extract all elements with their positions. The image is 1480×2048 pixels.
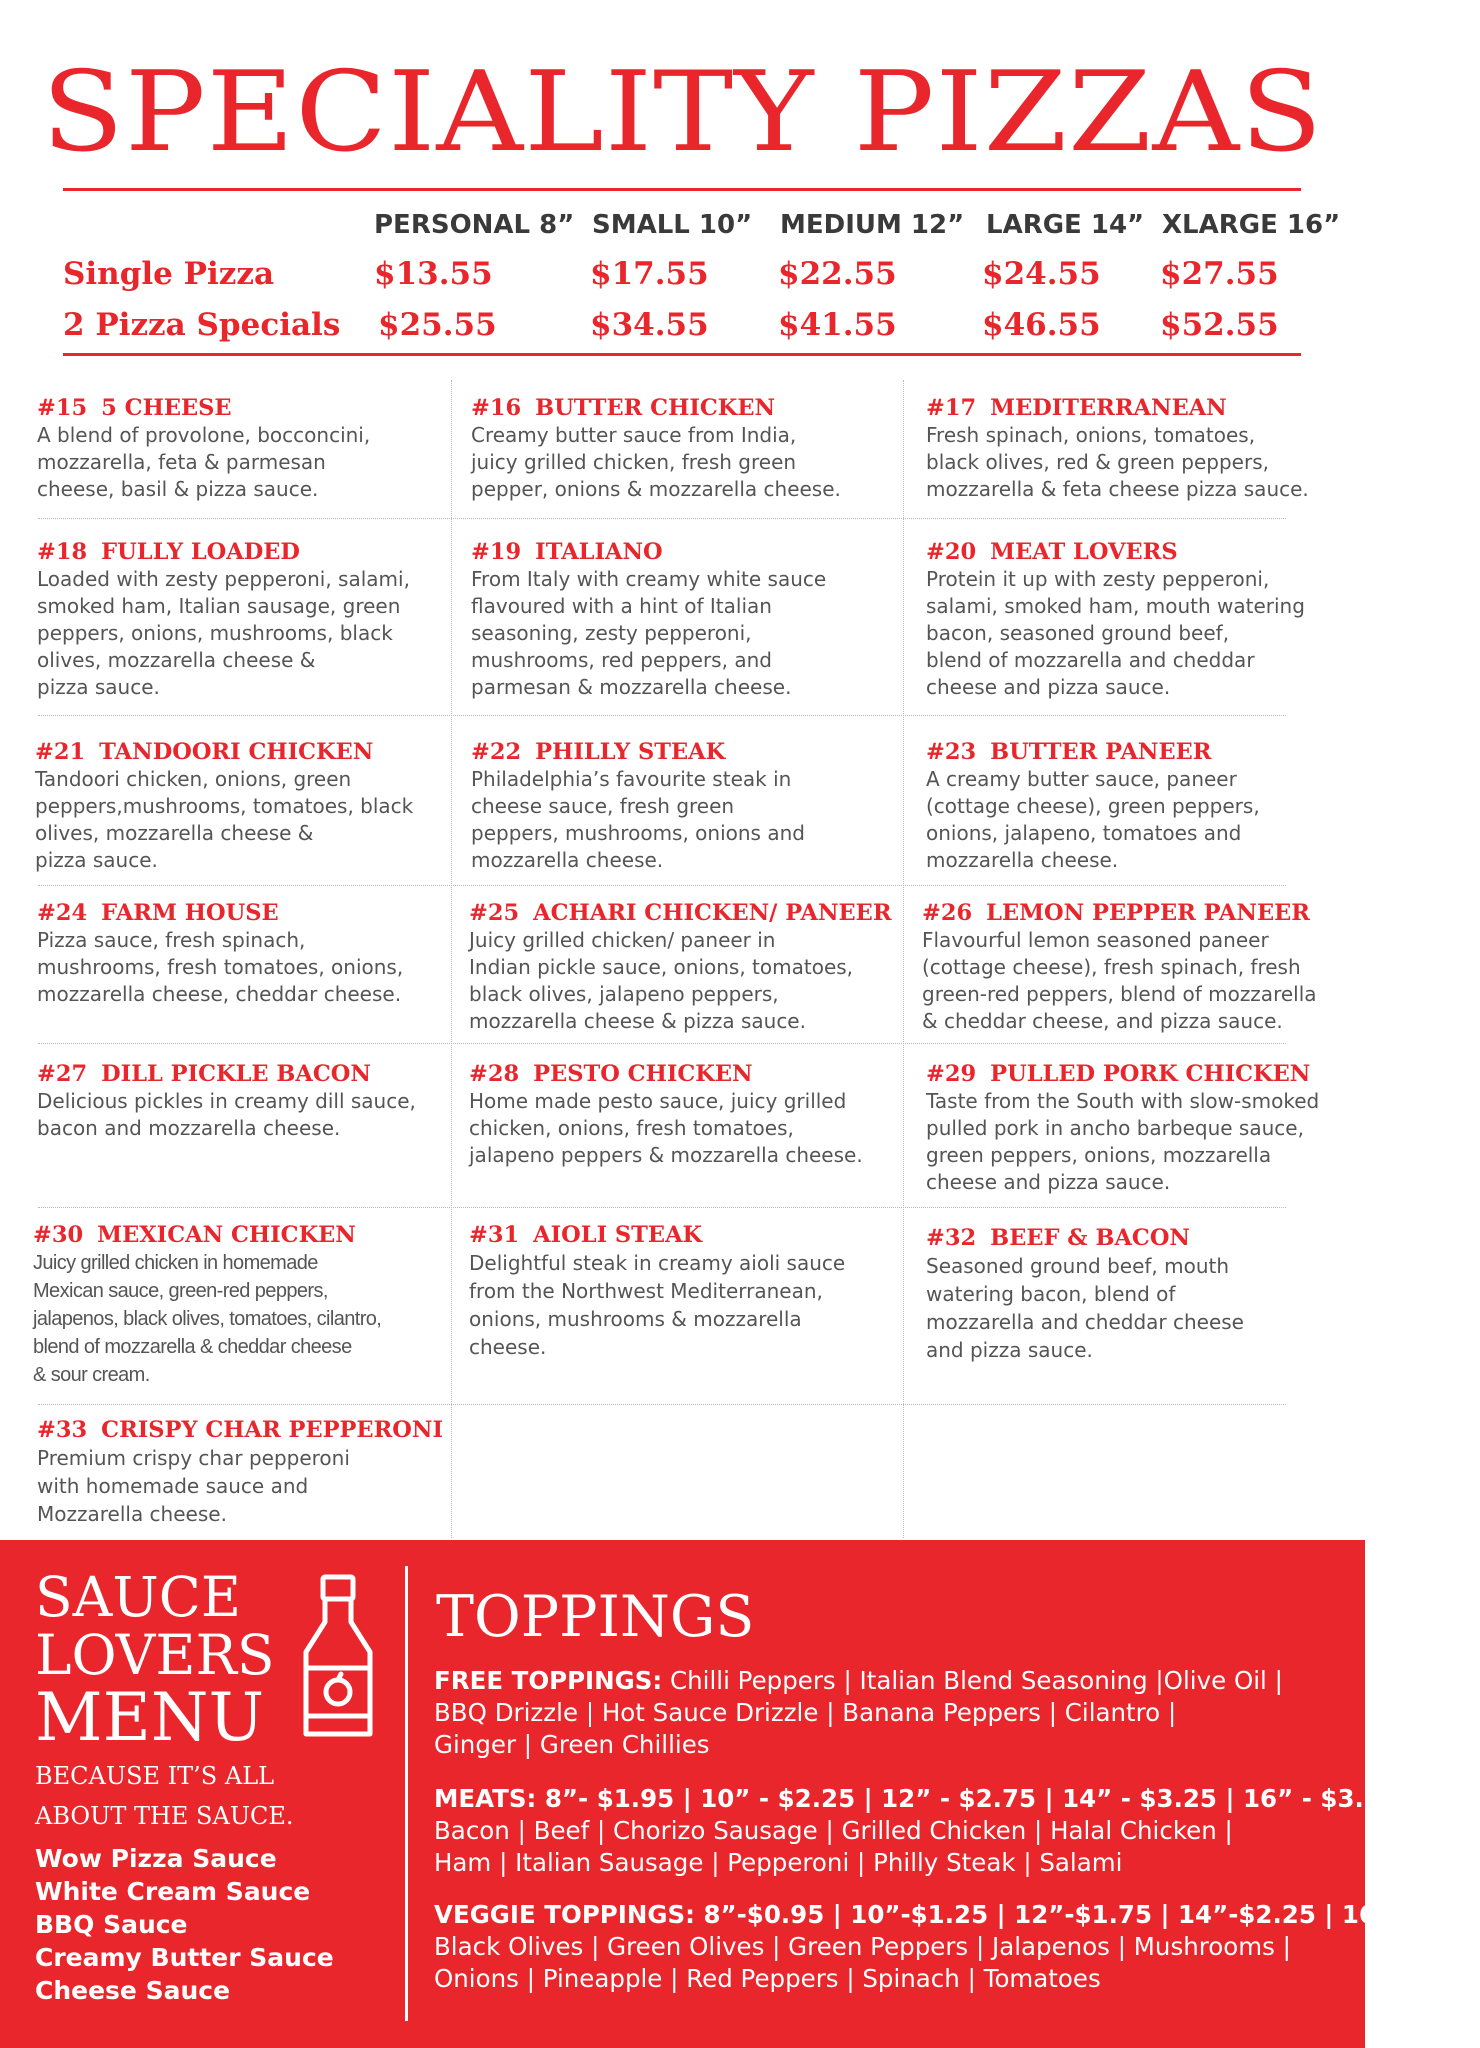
desc-line: Philadelphia’s favourite steak in — [471, 767, 792, 791]
two-price-small: $34.55 — [590, 307, 709, 343]
desc-line: peppers,mushrooms, tomatoes, black — [35, 794, 414, 818]
menu-item — [37, 1060, 457, 1142]
desc-line: onions, mushrooms & mozzarella — [469, 1307, 802, 1331]
item-name: BUTTER PANEER — [990, 739, 1212, 765]
sauce-title-line: LOVERS — [35, 1623, 275, 1687]
meats-line: Ham | Italian Sausage | Pepperoni | Philly Steak | Salami — [434, 1848, 1123, 1877]
desc-line: blend of mozzarella & cheddar cheese — [33, 1336, 352, 1358]
item-number: #30 — [33, 1222, 84, 1248]
desc-line: olives, mozzarella cheese & — [37, 648, 316, 672]
meats-line: Bacon | Beef | Chorizo Sausage | Grilled Chicken | Halal Chicken | — [434, 1816, 1233, 1845]
item-description — [35, 766, 455, 874]
desc-line: mozzarella and cheddar cheese — [926, 1310, 1244, 1334]
free-toppings-text: Chilli Peppers | Italian Blend Seasoning |Olive Oil | — [662, 1666, 1283, 1695]
item-title — [922, 899, 1342, 927]
item-number: #25 — [469, 900, 520, 926]
menu-item — [469, 1221, 889, 1361]
desc-line: bacon and mozzarella cheese. — [37, 1116, 341, 1140]
desc-line: mozzarella cheese & pizza sauce. — [469, 1009, 806, 1033]
desc-line: Juicy grilled chicken in homemade — [33, 1252, 318, 1274]
desc-line: blend of mozzarella and cheddar — [926, 648, 1255, 672]
item-number: #27 — [37, 1061, 88, 1087]
desc-line: pepper, onions & mozzarella cheese. — [471, 477, 841, 501]
desc-line: Protein it up with zesty pepperoni, — [926, 567, 1270, 591]
desc-line: green peppers, onions, mozzarella — [926, 1143, 1272, 1167]
desc-line: olives, mozzarella cheese & — [35, 821, 314, 845]
two-price-xlarge: $52.55 — [1160, 307, 1279, 343]
menu-item — [469, 899, 892, 1035]
desc-line: (cottage cheese), fresh spinach, fresh — [922, 955, 1301, 979]
footer-divider — [405, 1566, 408, 2021]
item-name: TANDOORI CHICKEN — [99, 739, 374, 765]
item-description — [37, 422, 457, 503]
desc-line: chicken, onions, fresh tomatoes, — [469, 1116, 794, 1140]
menu-item — [926, 1060, 1346, 1196]
desc-line: smoked ham, Italian sausage, green — [37, 594, 401, 618]
sauce-subtitle-line: BECAUSE IT’S ALL — [35, 1762, 275, 1790]
desc-line: Premium crispy char pepperoni — [37, 1446, 350, 1470]
desc-line: cheese. — [469, 1335, 547, 1359]
item-name: FARM HOUSE — [101, 900, 279, 926]
row-divider — [38, 518, 1286, 519]
desc-line: Mozzarella cheese. — [37, 1502, 227, 1526]
item-number: #32 — [926, 1225, 977, 1251]
desc-line: From Italy with creamy white sauce — [471, 567, 827, 591]
item-description — [469, 1088, 889, 1169]
menu-item — [37, 538, 457, 701]
item-number: #29 — [926, 1061, 977, 1087]
item-description — [33, 1249, 453, 1389]
desc-line: salami, smoked ham, mouth watering — [926, 594, 1305, 618]
desc-line: Creamy butter sauce from India, — [471, 423, 797, 447]
desc-line: cheese sauce, fresh green — [471, 794, 735, 818]
size-header-large: LARGE 14” — [986, 210, 1145, 240]
size-header-personal: PERSONAL 8” — [374, 210, 575, 240]
item-description — [926, 422, 1346, 503]
item-number: #26 — [922, 900, 973, 926]
item-title — [926, 1224, 1346, 1252]
desc-line: jalapenos, black olives, tomatoes, cilantro, — [33, 1308, 382, 1330]
item-title — [926, 394, 1346, 422]
desc-line: Tandoori chicken, onions, green — [35, 767, 352, 791]
item-number: #18 — [37, 539, 88, 565]
item-name: PHILLY STEAK — [535, 739, 726, 765]
single-price-xlarge: $27.55 — [1160, 256, 1279, 292]
desc-line: flavoured with a hint of Italian — [471, 594, 772, 618]
menu-item — [37, 394, 457, 503]
item-name: MEDITERRANEAN — [990, 395, 1227, 421]
desc-line: mozzarella cheese, cheddar cheese. — [37, 982, 402, 1006]
desc-line: from the Northwest Mediterranean, — [469, 1279, 823, 1303]
desc-line: (cottage cheese), green peppers, — [926, 794, 1260, 818]
item-number: #23 — [926, 739, 977, 765]
desc-line: Delightful steak in creamy aioli sauce — [469, 1251, 846, 1275]
item-title — [469, 1221, 889, 1249]
item-name: AIOLI STEAK — [533, 1222, 703, 1248]
item-description — [37, 1444, 457, 1528]
desc-line: Pizza sauce, fresh spinach, — [37, 928, 306, 952]
item-number: #24 — [37, 900, 88, 926]
item-title — [37, 1416, 457, 1444]
desc-line: parmesan & mozzarella cheese. — [471, 675, 792, 699]
desc-line: Loaded with zesty pepperoni, salami, — [37, 567, 410, 591]
item-number: #31 — [469, 1222, 520, 1248]
desc-line: onions, jalapeno, tomatoes and — [926, 821, 1242, 845]
free-toppings-label: FREE TOPPINGS: — [434, 1666, 663, 1695]
size-header-small: SMALL 10” — [592, 210, 753, 240]
page-title: SPECIALITY PIZZAS — [41, 48, 1324, 177]
footer-panel — [0, 1540, 1480, 2048]
desc-line: Indian pickle sauce, onions, tomatoes, — [469, 955, 854, 979]
sauce-list-item: Creamy Butter Sauce — [35, 1943, 334, 1972]
desc-line: mozzarella & feta cheese pizza sauce. — [926, 477, 1309, 501]
item-name: PESTO CHICKEN — [533, 1061, 753, 1087]
size-header-medium: MEDIUM 12” — [780, 210, 965, 240]
sauce-list-item: Cheese Sauce — [35, 1976, 231, 2005]
item-description — [926, 766, 1346, 874]
row-divider — [38, 715, 1286, 716]
desc-line: Mexican sauce, green-red peppers, — [33, 1280, 328, 1302]
item-description — [922, 927, 1342, 1035]
item-title — [37, 394, 457, 422]
desc-line: Home made pesto sauce, juicy grilled — [469, 1089, 847, 1113]
desc-line: watering bacon, blend of — [926, 1282, 1176, 1306]
item-description — [926, 1252, 1346, 1364]
item-description — [471, 566, 891, 701]
sauce-bottle-icon — [298, 1574, 378, 1740]
item-number: #16 — [471, 395, 522, 421]
item-number: #20 — [926, 539, 977, 565]
single-price-personal: $13.55 — [374, 256, 493, 292]
veggie-price-line: VEGGIE TOPPINGS: 8”-$0.95 | 10”-$1.25 | 12”-$1.75 | 14”-$2.25 | 16”-$2.75 — [434, 1900, 1480, 1929]
single-price-large: $24.55 — [982, 256, 1101, 292]
menu-item — [926, 538, 1346, 701]
desc-line: with homemade sauce and — [37, 1474, 309, 1498]
item-number: #19 — [471, 539, 522, 565]
desc-line: bacon, seasoned ground beef, — [926, 621, 1230, 645]
item-title — [926, 1060, 1346, 1088]
menu-item — [35, 738, 455, 874]
desc-line: mozzarella, feta & parmesan — [37, 450, 326, 474]
item-title — [926, 738, 1346, 766]
menu-item — [926, 394, 1346, 503]
single-price-medium: $22.55 — [778, 256, 897, 292]
desc-line: pizza sauce. — [37, 675, 160, 699]
item-number: #22 — [471, 739, 522, 765]
item-description — [471, 422, 891, 503]
column-divider — [903, 380, 904, 1538]
header-rule-top — [63, 188, 1301, 191]
single-price-small: $17.55 — [590, 256, 709, 292]
item-name: PULLED PORK CHICKEN — [990, 1061, 1311, 1087]
item-name: 5 CHEESE — [101, 395, 232, 421]
sauce-title-line: MENU — [35, 1679, 265, 1756]
desc-line: juicy grilled chicken, fresh green — [471, 450, 797, 474]
item-title — [37, 538, 457, 566]
desc-line: pulled pork in ancho barbeque sauce, — [926, 1116, 1304, 1140]
item-description — [37, 1088, 457, 1142]
item-number: #17 — [926, 395, 977, 421]
sauce-list-item: White Cream Sauce — [35, 1877, 311, 1906]
free-toppings-line: Ginger | Green Chillies — [434, 1730, 710, 1759]
item-number: #21 — [35, 739, 86, 765]
item-description — [469, 927, 889, 1035]
desc-line: jalapeno peppers & mozzarella cheese. — [469, 1143, 863, 1167]
item-title — [469, 1060, 889, 1088]
row-divider — [38, 1207, 1286, 1208]
row-divider — [38, 1043, 1286, 1044]
desc-line: mushrooms, red peppers, and — [471, 648, 772, 672]
desc-line: Fresh spinach, onions, tomatoes, — [926, 423, 1256, 447]
meats-price-line: MEATS: 8”- $1.95 | 10” - $2.25 | 12” - $2.75 | 14” - $3.25 | 16” - $3.75 — [434, 1784, 1398, 1813]
desc-line: mozzarella cheese. — [926, 848, 1119, 872]
desc-line: A blend of provolone, bocconcini, — [37, 423, 371, 447]
desc-line: peppers, mushrooms, onions and — [471, 821, 805, 845]
item-title — [35, 738, 455, 766]
desc-line: & cheddar cheese, and pizza sauce. — [922, 1009, 1283, 1033]
desc-line: cheese, basil & pizza sauce. — [37, 477, 319, 501]
item-name: ITALIANO — [535, 539, 663, 565]
desc-line: mushrooms, fresh tomatoes, onions, — [37, 955, 404, 979]
desc-line: mozzarella cheese. — [471, 848, 664, 872]
desc-line: cheese and pizza sauce. — [926, 675, 1171, 699]
menu-item — [471, 738, 891, 874]
desc-line: & sour cream. — [33, 1364, 150, 1386]
desc-line: A creamy butter sauce, paneer — [926, 767, 1237, 791]
desc-line: black olives, jalapeno peppers, — [469, 982, 779, 1006]
item-description — [37, 566, 457, 701]
item-title — [471, 538, 891, 566]
two-price-medium: $41.55 — [778, 307, 897, 343]
sauce-list-item: BBQ Sauce — [35, 1910, 188, 1939]
item-title — [471, 394, 891, 422]
sauce-list-item: Wow Pizza Sauce — [35, 1844, 277, 1873]
item-title — [37, 1060, 457, 1088]
item-title — [926, 538, 1346, 566]
item-name: DILL PICKLE BACON — [101, 1061, 371, 1087]
item-description — [469, 1249, 889, 1361]
item-number: #28 — [469, 1061, 520, 1087]
item-name: LEMON PEPPER PANEER — [986, 900, 1310, 926]
desc-line: Seasoned ground beef, mouth — [926, 1254, 1230, 1278]
item-title — [471, 738, 891, 766]
desc-line: and pizza sauce. — [926, 1338, 1093, 1362]
menu-item — [922, 899, 1342, 1035]
item-name: FULLY LOADED — [101, 539, 300, 565]
item-name: BEEF & BACON — [990, 1225, 1190, 1251]
header-rule-bottom — [63, 353, 1301, 356]
two-price-large: $46.55 — [982, 307, 1101, 343]
item-name: CRISPY CHAR PEPPERONI — [101, 1417, 443, 1443]
item-name: MEXICAN CHICKEN — [97, 1222, 356, 1248]
sauce-title-line: SAUCE — [35, 1565, 241, 1629]
item-number: #15 — [37, 395, 88, 421]
item-name: MEAT LOVERS — [990, 539, 1178, 565]
item-description — [37, 927, 457, 1008]
item-name: BUTTER CHICKEN — [535, 395, 776, 421]
desc-line: Flavourful lemon seasoned paneer — [922, 928, 1269, 952]
menu-item — [926, 1224, 1346, 1364]
two-pizza-label: 2 Pizza Specials — [63, 307, 341, 343]
row-divider — [38, 1404, 1286, 1405]
menu-item — [33, 1221, 453, 1389]
desc-line: pizza sauce. — [35, 848, 158, 872]
menu-item — [469, 1060, 889, 1169]
desc-line: Taste from the South with slow-smoked — [926, 1089, 1320, 1113]
menu-item — [471, 394, 891, 503]
item-description — [926, 566, 1346, 701]
item-description — [926, 1088, 1346, 1196]
desc-line: black olives, red & green peppers, — [926, 450, 1269, 474]
desc-line: cheese and pizza sauce. — [926, 1170, 1171, 1194]
free-toppings-line — [434, 1666, 1283, 1695]
free-toppings-line: BBQ Drizzle | Hot Sauce Drizzle | Banana Peppers | Cilantro | — [434, 1698, 1177, 1727]
item-title — [469, 899, 892, 927]
item-title — [37, 899, 457, 927]
row-divider — [38, 885, 1286, 886]
veggie-line: Black Olives | Green Olives | Green Peppers | Jalapenos | Mushrooms | — [434, 1932, 1291, 1961]
menu-item — [471, 538, 891, 701]
item-number: #33 — [37, 1417, 88, 1443]
single-pizza-label: Single Pizza — [63, 256, 275, 292]
desc-line: Delicious pickles in creamy dill sauce, — [37, 1089, 416, 1113]
item-name: ACHARI CHICKEN/ PANEER — [533, 900, 892, 926]
desc-line: seasoning, zesty pepperoni, — [471, 621, 752, 645]
menu-item — [37, 1416, 457, 1528]
toppings-title: TOPPINGS — [436, 1584, 755, 1650]
size-header-xlarge: XLARGE 16” — [1162, 210, 1341, 240]
desc-line: green-red peppers, blend of mozzarella — [922, 982, 1317, 1006]
two-price-personal: $25.55 — [378, 307, 497, 343]
item-title — [33, 1221, 453, 1249]
menu-item — [926, 738, 1346, 874]
veggie-line: Onions | Pineapple | Red Peppers | Spinach | Tomatoes — [434, 1964, 1101, 1993]
desc-line: peppers, onions, mushrooms, black — [37, 621, 393, 645]
item-description — [471, 766, 891, 874]
menu-item — [37, 899, 457, 1008]
desc-line: Juicy grilled chicken/ paneer in — [469, 928, 776, 952]
sauce-subtitle-line: ABOUT THE SAUCE. — [35, 1802, 294, 1830]
